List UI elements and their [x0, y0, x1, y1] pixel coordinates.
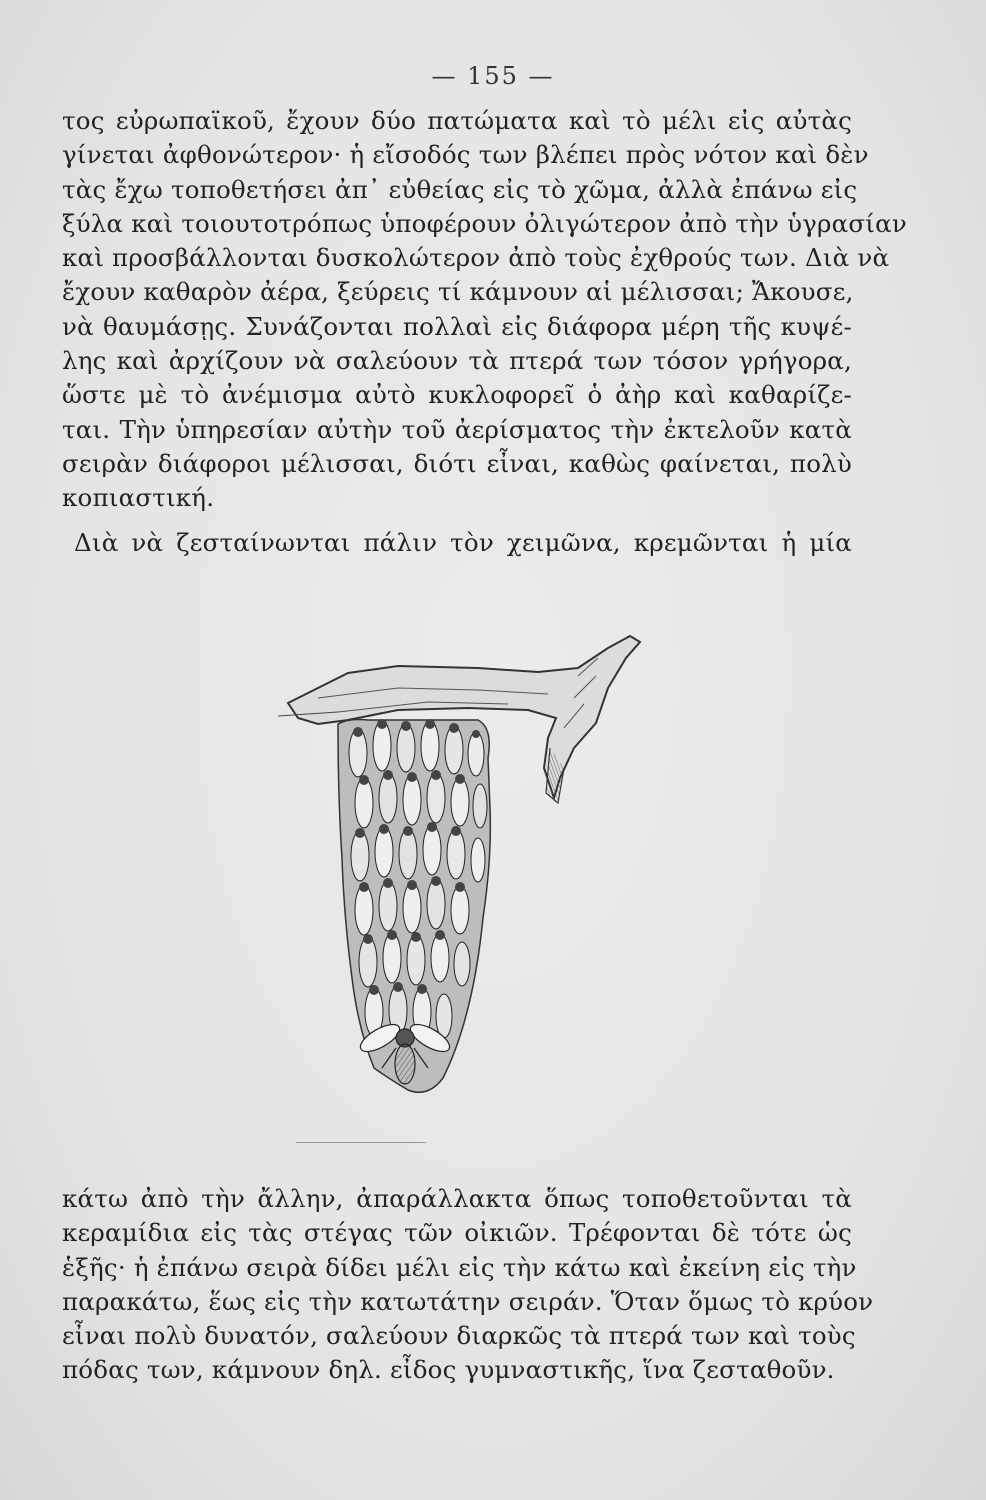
text-line: νὰ θαυμάσῃς. Συνάζονται πολλαὶ εἰς διάφορα μέρη τῆς κυψέ-: [62, 311, 852, 341]
text-line: κοπιαστική.: [62, 483, 215, 513]
text-line: κεραμίδια εἰς τὰς στέγας τῶν οἰκιῶν. Τρέφονται δὲ τότε ὡς: [62, 1218, 852, 1248]
upper-paragraph: [62, 104, 907, 560]
bee-cluster-illustration: [278, 628, 660, 1098]
text-line: ξύλα καὶ τοιουτοτρόπως ὑποφέρουν ὀλιγώτερον ἀπὸ τὴν ὑγρασίαν: [62, 208, 907, 238]
paragraph-start-line: Διὰ νὰ ζεσταίνωνται πάλιν τὸν χειμῶνα, κρεμῶνται ἡ μία: [74, 527, 852, 557]
text-line: σειρὰν διάφοροι μέλισσαι, διότι εἶναι, καθὼς φαίνεται, πολὺ: [62, 448, 852, 478]
text-line: ὥστε μὲ τὸ ἀνέμισμα αὐτὸ κυκλοφορεῖ ὁ ἀὴρ καὶ καθαρίζε-: [62, 380, 852, 410]
text-line: πόδας των, κάμνουν δηλ. εἶδος γυμναστικῆς, ἵνα ζεσταθοῦν.: [62, 1355, 835, 1385]
text-line: ἑξῆς· ἡ ἐπάνω σειρὰ δίδει μέλι εἰς τὴν κάτω καὶ ἐκείνη εἰς τὴν: [62, 1252, 857, 1282]
page-number: — 155 —: [431, 62, 555, 90]
text-line: ται. Τὴν ὑπηρεσίαν αὐτὴν τοῦ ἀερίσματος τὴν ἐκτελοῦν κατὰ: [62, 414, 852, 444]
lower-paragraph: [62, 1182, 874, 1388]
divider-rule: [296, 1142, 426, 1143]
text-line: παρακάτω, ἕως εἰς τὴν κατωτάτην σειράν. Ὅταν ὅμως τὸ κρύον: [62, 1286, 874, 1316]
text-line: κάτω ἀπὸ τὴν ἄλλην, ἀπαράλλακτα ὅπως τοποθετοῦνται τὰ: [62, 1184, 852, 1213]
text-line: γίνεται ἀφθονώτερον· ἡ εἴσοδός των βλέπει πρὸς νότον καὶ δὲν: [62, 140, 869, 170]
text-line: εἶναι πολὺ δυνατόν, σαλεύουν διαρκῶς τὰ πτερά των καὶ τοὺς: [62, 1321, 856, 1351]
text-line: τος εὐρωπαϊκοῦ, ἔχουν δύο πατώματα καὶ τὸ μέλι εἰς αὐτὰς: [62, 106, 852, 135]
text-line: ἔχουν καθαρὸν ἀέρα, ξεύρεις τί κάμνουν αἱ μέλισσαι; Ἄκουσε,: [62, 277, 854, 307]
text-line: καὶ προσβάλλονται δυσκολώτερον ἀπὸ τοὺς ἐχθρούς των. Διὰ νὰ: [62, 243, 890, 273]
text-line: λης καὶ ἀρχίζουν νὰ σαλεύουν τὰ πτερά των τόσον γρήγορα,: [62, 346, 852, 376]
bee-cluster-on-branch-engraving-icon: [278, 628, 660, 1098]
text-line: τὰς ἔχω τοποθετήσει ἀπ᾿ εὐθείας εἰς τὸ χῶμα, ἀλλὰ ἐπάνω εἰς: [62, 174, 858, 204]
